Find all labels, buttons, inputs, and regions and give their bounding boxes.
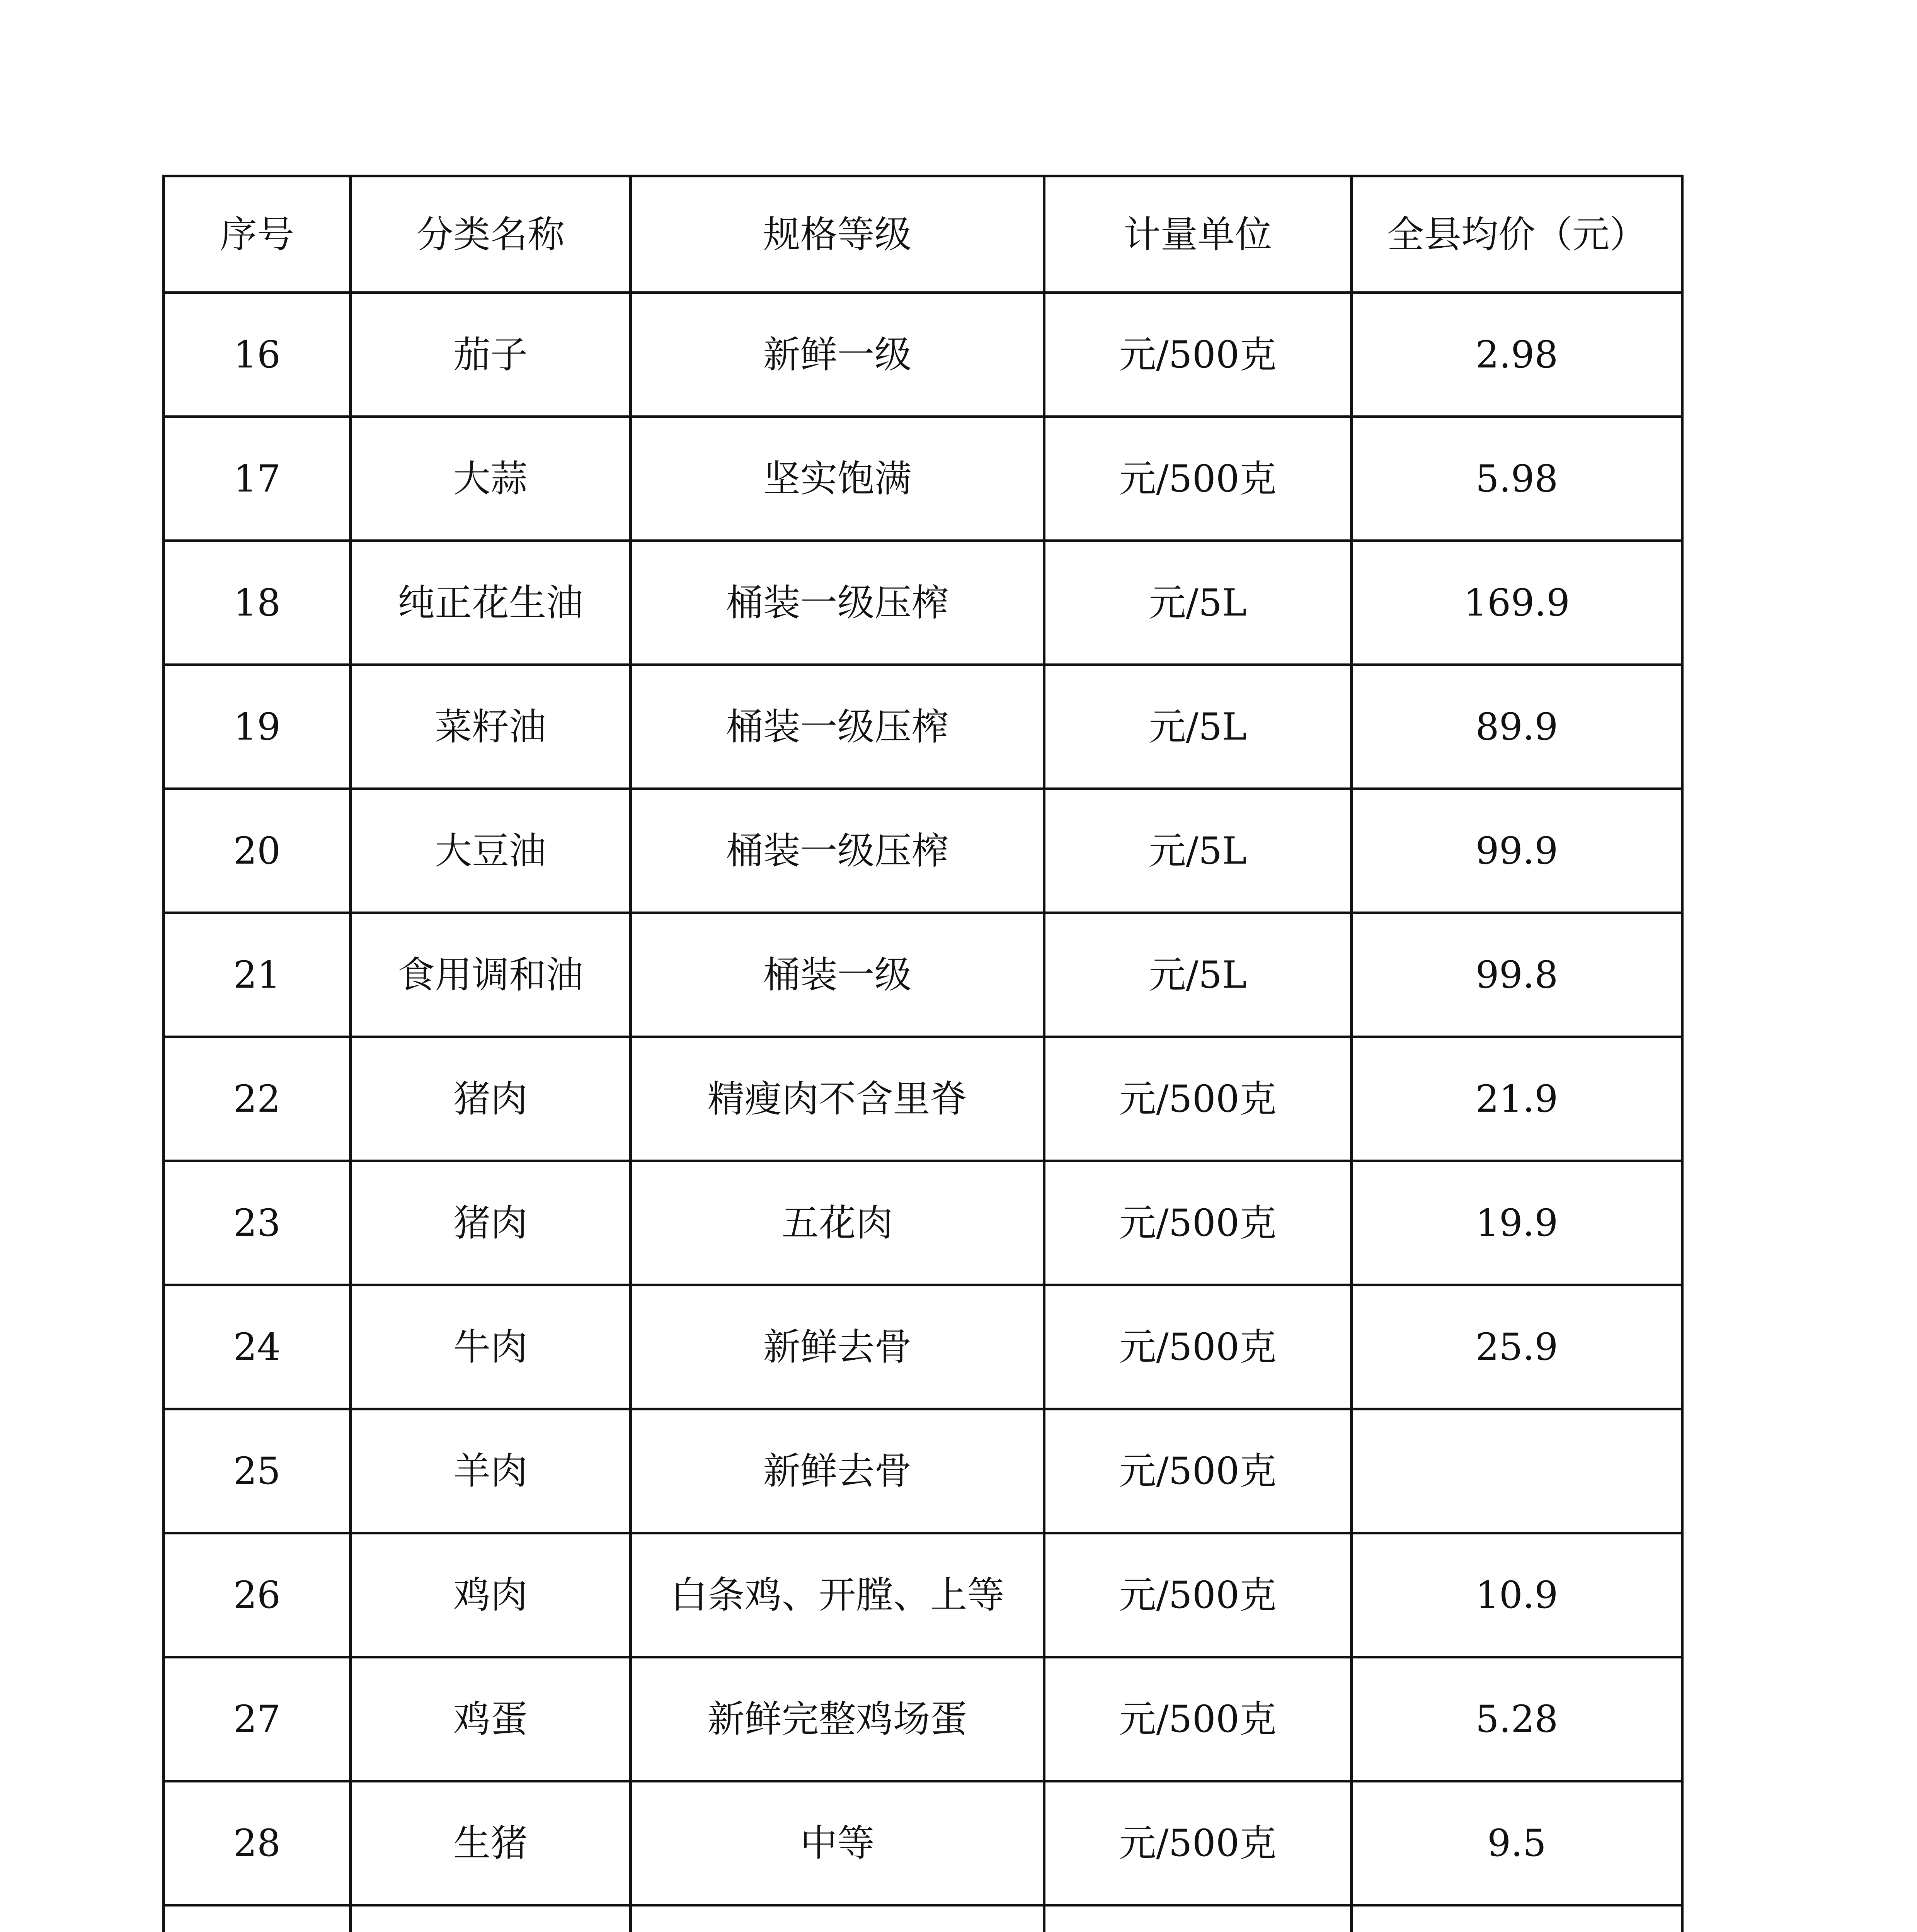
cell-spec: 中等 — [631, 1781, 1044, 1905]
cell-unit: 元/500克 — [1044, 1533, 1352, 1657]
cell-unit: 元/5L — [1044, 541, 1352, 665]
cell-price: 99.8 — [1352, 913, 1682, 1037]
cell-price: 25.9 — [1352, 1285, 1682, 1409]
cell-unit: 元/500克 — [1044, 1409, 1352, 1533]
table-row — [164, 417, 1682, 541]
cell-price — [1352, 1905, 1682, 1932]
cell-price: 2.98 — [1352, 293, 1682, 417]
header-seq: 序号 — [164, 176, 351, 293]
cell-seq: 27 — [164, 1657, 351, 1781]
header-row — [164, 176, 1682, 293]
cell-seq: 20 — [164, 789, 351, 913]
cell-price — [1352, 1409, 1682, 1533]
cell-category: 鸡蛋 — [351, 1657, 631, 1781]
cell-seq: 24 — [164, 1285, 351, 1409]
cell-seq: 16 — [164, 293, 351, 417]
cell-price: 5.28 — [1352, 1657, 1682, 1781]
table-row — [164, 1409, 1682, 1533]
table-body — [164, 293, 1682, 1932]
cell-unit: 元/5L — [1044, 913, 1352, 1037]
cell-category: 生猪 — [351, 1781, 631, 1905]
price-table — [162, 175, 1684, 1932]
cell-category — [351, 1905, 631, 1932]
cell-unit: 元/5L — [1044, 665, 1352, 789]
cell-seq: 22 — [164, 1037, 351, 1161]
cell-seq: 17 — [164, 417, 351, 541]
cell-seq — [164, 1905, 351, 1932]
cell-seq: 19 — [164, 665, 351, 789]
table-row — [164, 1533, 1682, 1657]
cell-category: 牛肉 — [351, 1285, 631, 1409]
cell-spec: 桶装一级 — [631, 913, 1044, 1037]
cell-category: 鸡肉 — [351, 1533, 631, 1657]
cell-seq: 18 — [164, 541, 351, 665]
cell-spec: 桶装一级压榨 — [631, 789, 1044, 913]
cell-unit: 元/500克 — [1044, 1161, 1352, 1285]
header-unit: 计量单位 — [1044, 176, 1352, 293]
cell-price: 5.98 — [1352, 417, 1682, 541]
cell-spec — [631, 1905, 1044, 1932]
cell-spec: 新鲜一级 — [631, 293, 1044, 417]
cell-category: 猪肉 — [351, 1161, 631, 1285]
header-spec: 规格等级 — [631, 176, 1044, 293]
table-row — [164, 541, 1682, 665]
cell-unit: 元/500克 — [1044, 1285, 1352, 1409]
cell-unit: 元/500克 — [1044, 293, 1352, 417]
cell-unit: 元/500克 — [1044, 417, 1352, 541]
cell-spec: 桶装一级压榨 — [631, 541, 1044, 665]
table-row — [164, 1285, 1682, 1409]
cell-price: 21.9 — [1352, 1037, 1682, 1161]
cell-price: 10.9 — [1352, 1533, 1682, 1657]
cell-category: 猪肉 — [351, 1037, 631, 1161]
table-row — [164, 1905, 1682, 1932]
cell-category: 大蒜 — [351, 417, 631, 541]
cell-spec: 新鲜完整鸡场蛋 — [631, 1657, 1044, 1781]
cell-spec: 新鲜去骨 — [631, 1285, 1044, 1409]
cell-category: 茄子 — [351, 293, 631, 417]
cell-category: 羊肉 — [351, 1409, 631, 1533]
cell-unit: 元/500克 — [1044, 1037, 1352, 1161]
cell-seq: 28 — [164, 1781, 351, 1905]
cell-unit — [1044, 1905, 1352, 1932]
table-row — [164, 789, 1682, 913]
cell-spec: 桶装一级压榨 — [631, 665, 1044, 789]
cell-seq: 21 — [164, 913, 351, 1037]
cell-unit: 元/5L — [1044, 789, 1352, 913]
table-header — [164, 176, 1682, 293]
cell-unit: 元/500克 — [1044, 1657, 1352, 1781]
table-row — [164, 913, 1682, 1037]
cell-spec: 精瘦肉不含里脊 — [631, 1037, 1044, 1161]
header-category: 分类名称 — [351, 176, 631, 293]
cell-price: 169.9 — [1352, 541, 1682, 665]
table-row — [164, 293, 1682, 417]
cell-seq: 25 — [164, 1409, 351, 1533]
cell-price: 19.9 — [1352, 1161, 1682, 1285]
table-row — [164, 1161, 1682, 1285]
cell-spec: 新鲜去骨 — [631, 1409, 1044, 1533]
cell-category: 食用调和油 — [351, 913, 631, 1037]
cell-category: 菜籽油 — [351, 665, 631, 789]
cell-price: 99.9 — [1352, 789, 1682, 913]
table-row — [164, 1657, 1682, 1781]
cell-seq: 26 — [164, 1533, 351, 1657]
cell-unit: 元/500克 — [1044, 1781, 1352, 1905]
table-row — [164, 1781, 1682, 1905]
cell-seq: 23 — [164, 1161, 351, 1285]
cell-category: 大豆油 — [351, 789, 631, 913]
cell-spec: 五花肉 — [631, 1161, 1044, 1285]
header-price: 全县均价（元） — [1352, 176, 1682, 293]
cell-category: 纯正花生油 — [351, 541, 631, 665]
cell-spec: 坚实饱满 — [631, 417, 1044, 541]
cell-price: 89.9 — [1352, 665, 1682, 789]
table-row — [164, 665, 1682, 789]
cell-price: 9.5 — [1352, 1781, 1682, 1905]
table-row — [164, 1037, 1682, 1161]
cell-spec: 白条鸡、开膛、上等 — [631, 1533, 1044, 1657]
